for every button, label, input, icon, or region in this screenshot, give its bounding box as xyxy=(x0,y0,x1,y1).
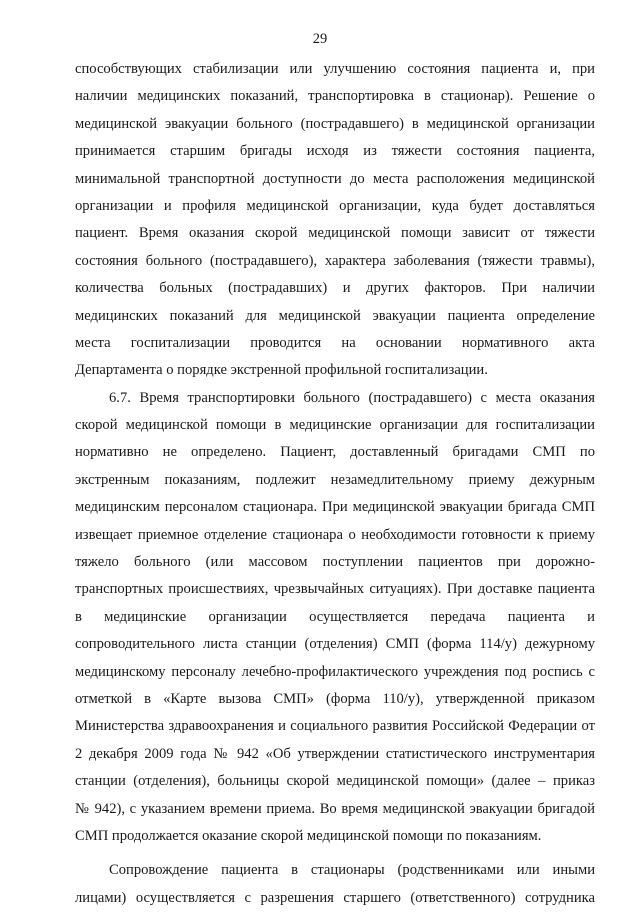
text-line: лицами) осуществляется с разрешения старшего (ответственного) сотрудника xyxy=(75,889,595,906)
text-line: извещает приемное отделение стационара о необходимости готовности к приему xyxy=(75,526,595,543)
text-line: медицинскому персоналу лечебно-профилактического учреждения под роспись с xyxy=(75,663,595,680)
text-line: медицинским персоналом стационара. При медицинской эвакуации бригада СМП xyxy=(75,499,595,516)
page-number: 29 xyxy=(312,31,328,47)
text-line: сопроводительного листа станции (отделения) СМП (форма 114/у) дежурному xyxy=(75,636,595,653)
text-line: станции (отделения), больницы скорой медицинской помощи» (далее – приказ xyxy=(75,773,595,790)
paragraph-3 xyxy=(75,857,595,912)
text-line: Сопровождение пациента в стационары (родственниками или иными xyxy=(109,862,595,879)
text-line: состояния больного (пострадавшего), характера заболевания (тяжести травмы), xyxy=(75,252,595,269)
text-line: 2 декабря 2009 года № 942 «Об утверждении статистического инструментария xyxy=(75,745,595,762)
paragraph-1 xyxy=(75,56,595,385)
text-line: места госпитализации проводится на основании нормативного акта xyxy=(75,334,595,351)
text-line: 6.7. Время транспортировки больного (пострадавшего) с места оказания xyxy=(109,389,595,406)
text-line: скорой медицинской помощи в медицинские организации для госпитализации xyxy=(75,417,595,434)
text-line: наличии медицинских показаний, транспортировка в стационар). Решение о xyxy=(75,88,595,105)
text-line: медицинских показаний для медицинской эвакуации пациента определение xyxy=(75,307,595,324)
text-line: способствующих стабилизации или улучшению состояния пациента и, при xyxy=(75,61,595,77)
text-line: минимальной транспортной доступности до места расположения медицинской xyxy=(75,170,595,187)
text-line: экстренным показаниям, подлежит незамедлительному приему дежурным xyxy=(75,471,595,488)
text-line: медицинской эвакуации больного (пострадавшего) в медицинской организации xyxy=(75,115,595,132)
text-line: транспортных происшествиях, чрезвычайных ситуациях). При доставке пациента xyxy=(75,581,595,598)
paragraph-2 xyxy=(75,385,595,851)
text-line: в медицинские организации осуществляется передача пациента и xyxy=(75,608,595,625)
text-line: СМП продолжается оказание скорой медицинской помощи по показаниям. xyxy=(75,827,542,844)
document-body xyxy=(75,56,595,912)
text-line: тяжело больного (или массовом поступлении пациентов при дорожно- xyxy=(75,554,595,571)
text-line: отметкой в «Карте вызова СМП» (форма 110/у), утвержденной приказом xyxy=(75,690,595,707)
text-line: принимается старшим бригады исходя из тяжести состояния пациента, xyxy=(75,143,595,160)
text-line: организации и профиля медицинской организации, куда будет доставляться xyxy=(75,197,595,214)
text-line: Министерства здравоохранения и социального развития Российской Федерации от xyxy=(75,718,595,735)
text-line: № 942), с указанием времени приема. Во время медицинской эвакуации бригадой xyxy=(75,800,595,817)
text-line: количества больных (пострадавших) и других факторов. При наличии xyxy=(75,280,595,297)
text-line: Департамента о порядке экстренной профильной госпитализации. xyxy=(75,362,488,379)
text-line: пациент. Время оказания скорой медицинской помощи зависит от тяжести xyxy=(75,225,595,242)
text-line: нормативно не определено. Пациент, доставленный бригадами СМП по xyxy=(75,444,595,461)
